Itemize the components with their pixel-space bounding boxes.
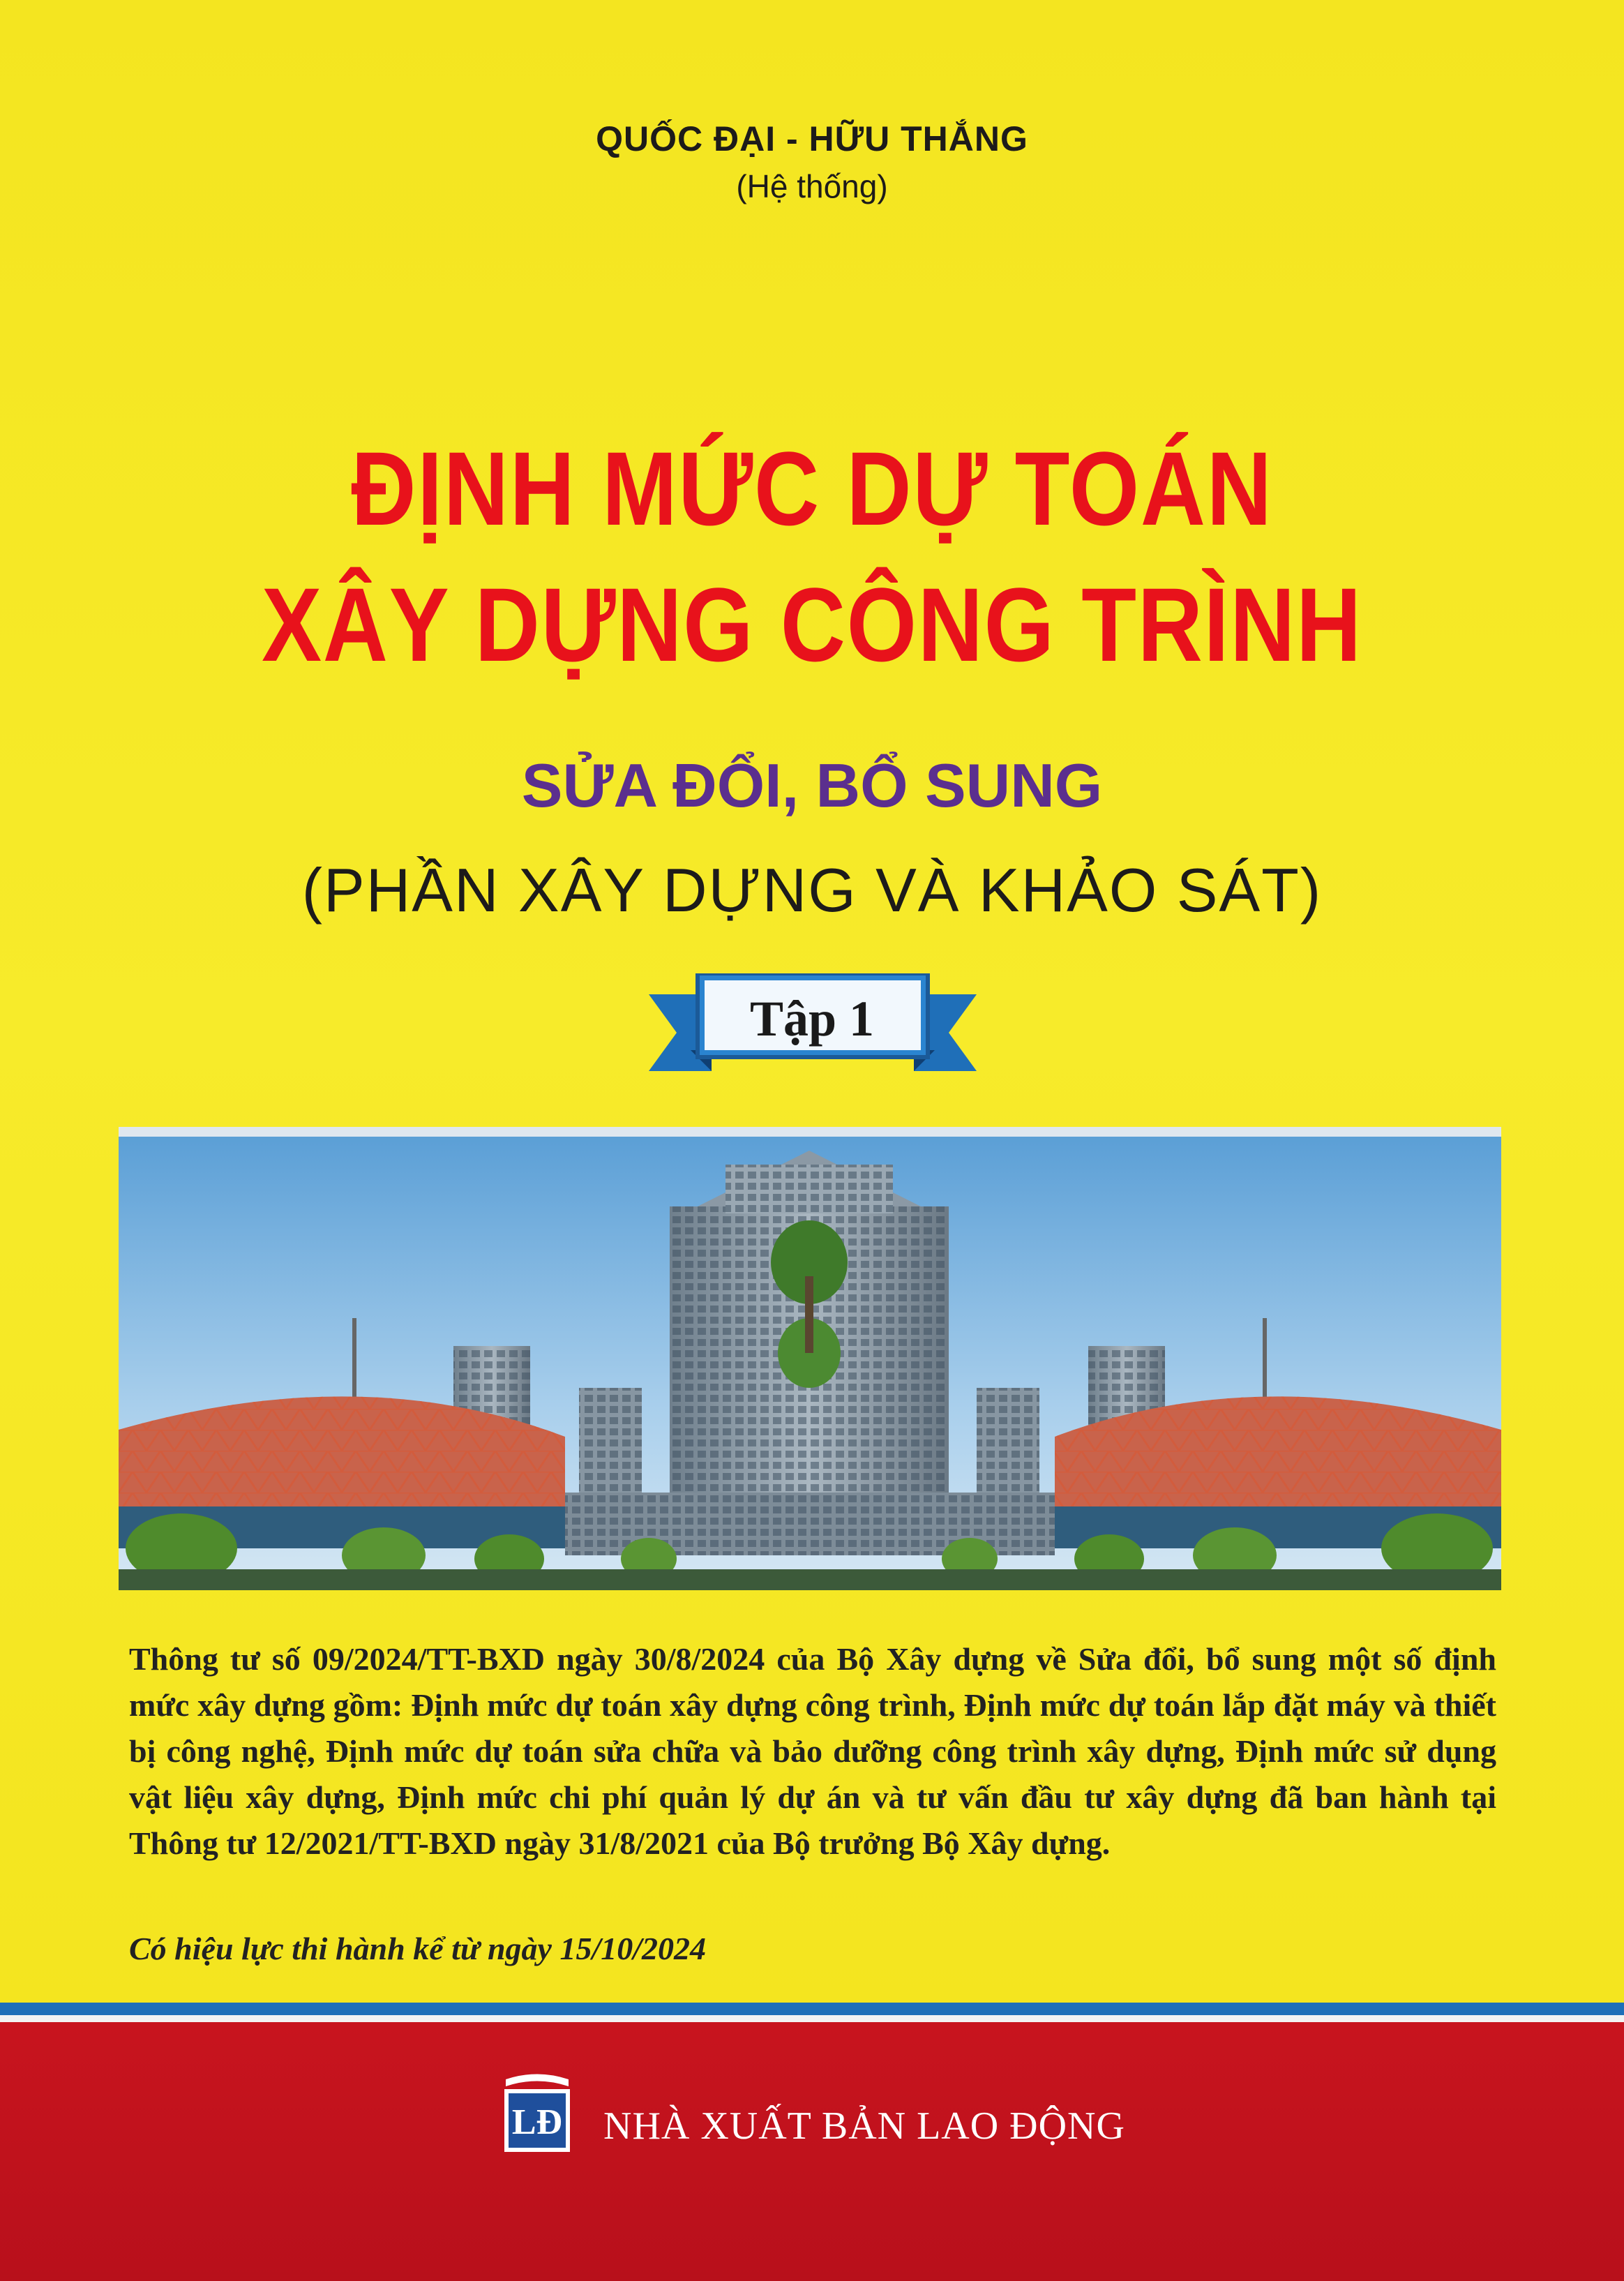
effective-date-text: Có hiệu lực thi hành kể từ ngày 15/10/2024 <box>129 1931 707 1966</box>
description-text: Thông tư số 09/2024/TT-BXD ngày 30/8/2024 của Bộ Xây dựng về Sửa đổi, bổ sung một số định mức xây dựng gồm: Định mức dự toán xây dựng công trình, Định mức dự toán lắp đặt máy và thiết bị công nghệ, Định mức dự toán sửa chữa và bảo dưỡng công trình xây dựng, Định mức sử dụng vật liệu xây dựng, Định mức chi phí quản lý dự án và tư vấn đầu tư xây dựng đã ban hành tại Thông tư 12/2021/TT-BXD ngày 31/8/2021 của Bộ trưởng Bộ Xây dựng. <box>129 1641 1496 1861</box>
subtitle: SỬA ĐỔI, BỔ SUNG <box>521 751 1103 820</box>
volume-label: Tập 1 <box>749 991 875 1047</box>
publisher-name: NHÀ XUẤT BẢN LAO ĐỘNG <box>603 2104 1125 2148</box>
cover-photo <box>119 1127 1501 1590</box>
footer-stripe-blue <box>0 2003 1624 2015</box>
logo-letters: LĐ <box>511 2102 563 2142</box>
title-line-2: XÂY DỰNG CÔNG TRÌNH <box>262 566 1362 683</box>
authors: QUỐC ĐẠI - HỮU THẮNG <box>596 119 1028 158</box>
publisher-logo <box>499 2072 576 2156</box>
title-line-1: ĐỊNH MỨC DỰ TOÁN <box>351 430 1273 547</box>
footer-stripe-white <box>0 2015 1624 2022</box>
subtitle-section: (PHẦN XÂY DỰNG VÀ KHẢO SÁT) <box>301 855 1323 925</box>
footer-band <box>0 2022 1624 2281</box>
authors-note: (Hệ thống) <box>736 168 888 204</box>
